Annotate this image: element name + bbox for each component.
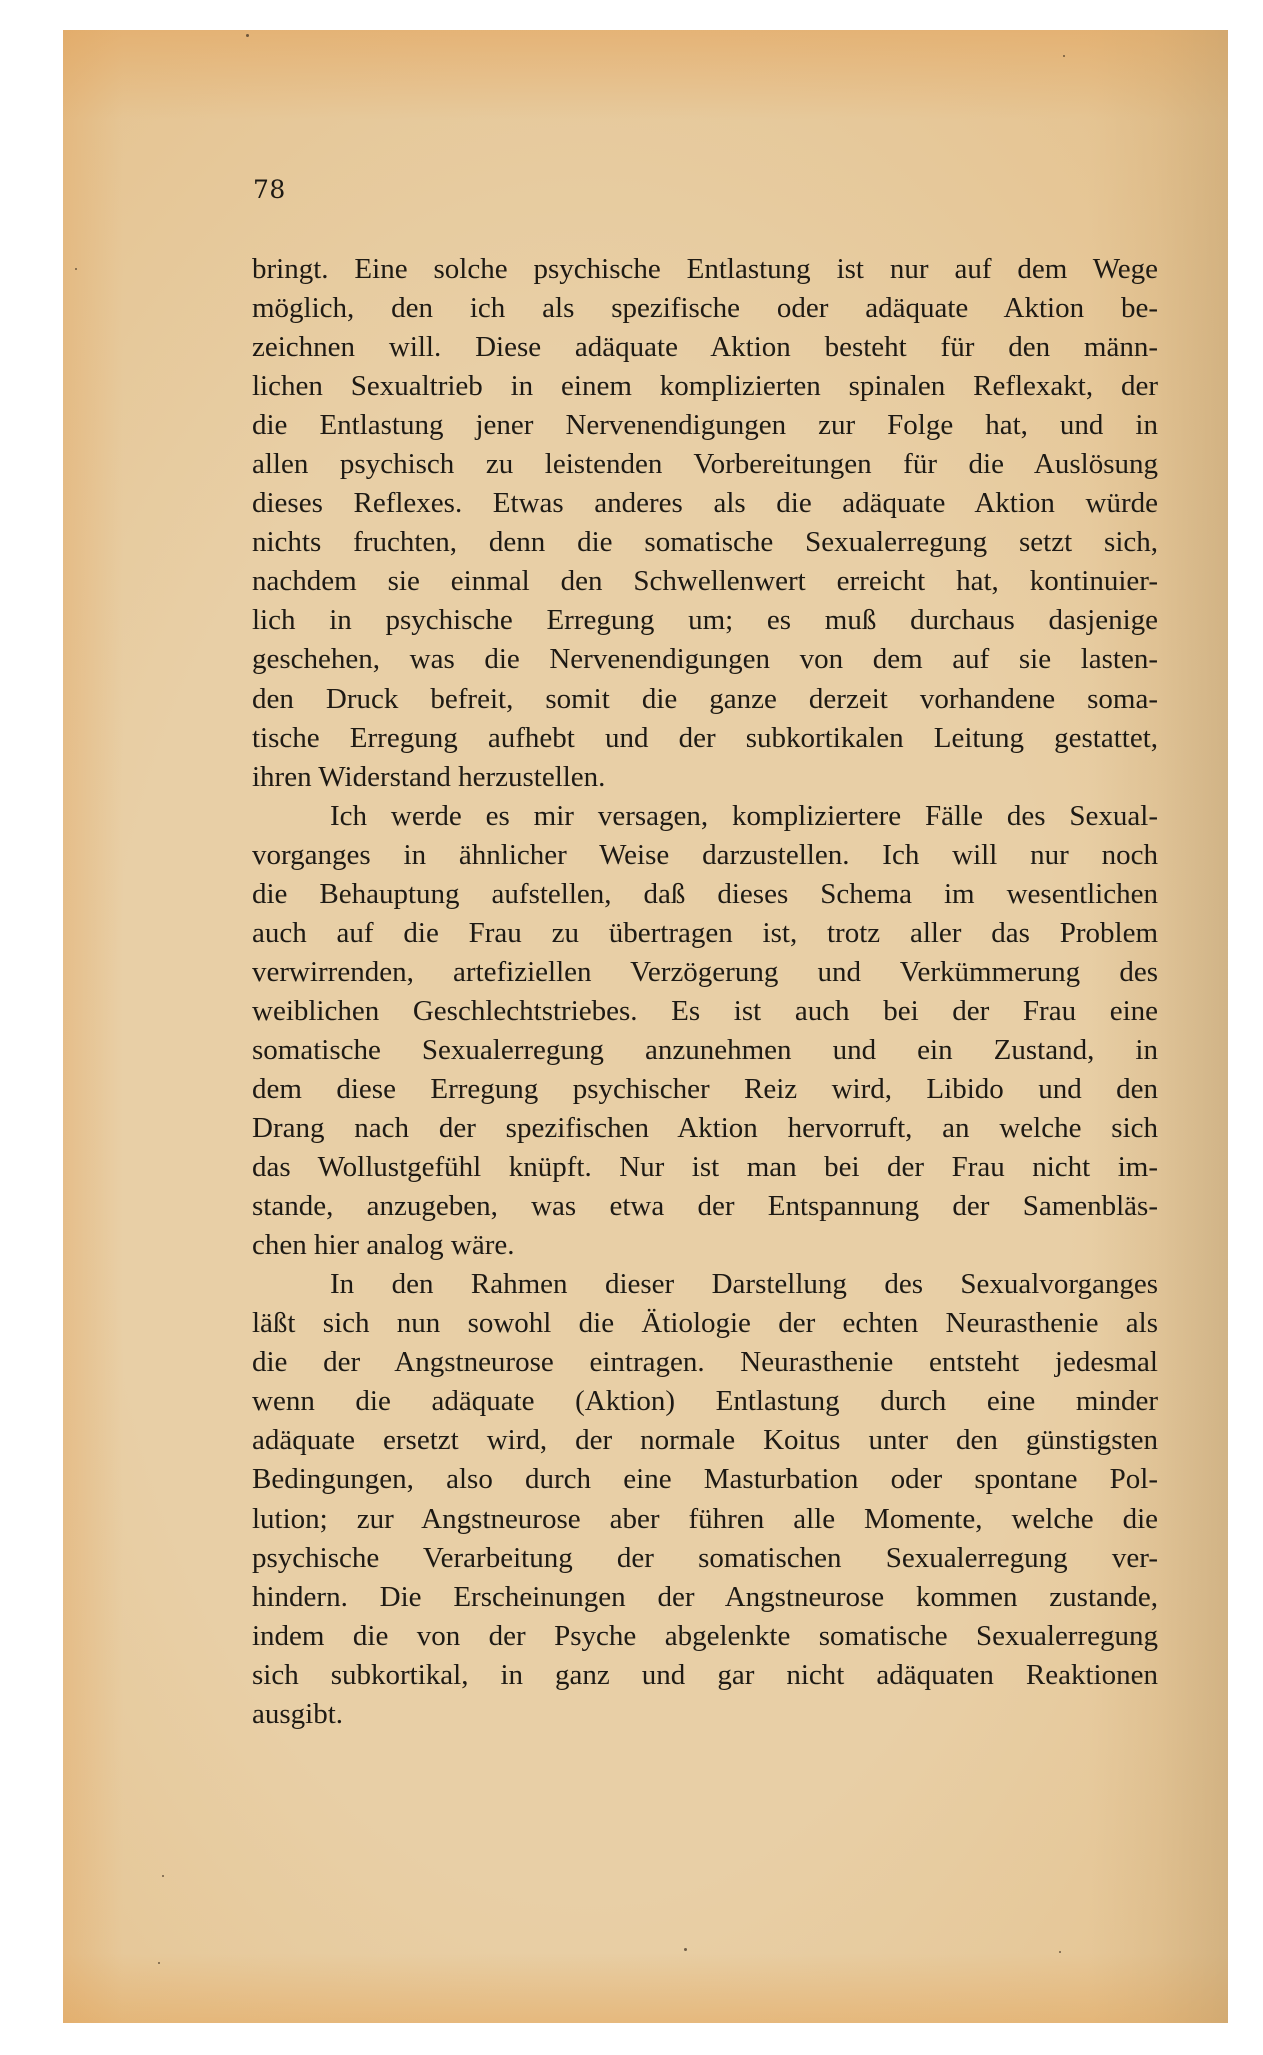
text-line: psychische Verarbeitung der somatischen Sexualerregung ver-	[252, 1541, 1158, 1574]
text-line: ausgibt.	[252, 1697, 344, 1730]
text-line: stande, anzugeben, was etwa der Entspannung der Samenbläs-	[252, 1190, 1158, 1223]
paper-speck	[162, 1875, 164, 1877]
text-line: auch auf die Frau zu übertragen ist, trotz aller das Problem	[252, 916, 1158, 949]
paragraph-1	[252, 250, 1158, 797]
text-line: wenn die adäquate (Aktion) Entlastung durch eine minder	[252, 1385, 1158, 1418]
paper-speck	[246, 34, 249, 37]
text-line: das Wollustgefühl knüpft. Nur ist man bei der Frau nicht im-	[252, 1151, 1158, 1184]
body-text	[252, 250, 1158, 1734]
text-line: lution; zur Angstneurose aber führen alle Momente, welche die	[252, 1502, 1158, 1535]
text-line: den Druck befreit, somit die ganze derzeit vorhandene soma-	[252, 682, 1158, 715]
paper-speck	[1059, 1951, 1061, 1953]
text-line: Bedingungen, also durch eine Masturbation oder spontane Pol-	[252, 1463, 1158, 1496]
text-line: nachdem sie einmal den Schwellenwert erreicht hat, kontinuier-	[252, 565, 1158, 598]
paper-speck	[1063, 55, 1065, 57]
text-line: ihren Widerstand herzustellen.	[252, 760, 606, 793]
text-line: nichts fruchten, denn die somatische Sexualerregung setzt sich,	[252, 526, 1158, 559]
text-line: die der Angstneurose eintragen. Neurasthenie entsteht jedesmal	[252, 1346, 1158, 1379]
text-line: tische Erregung aufhebt und der subkortikalen Leitung gestattet,	[252, 721, 1158, 754]
text-line: läßt sich nun sowohl die Ätiologie der echten Neurasthenie als	[252, 1307, 1158, 1340]
text-line: die Entlastung jener Nervenendigungen zur Folge hat, und in	[252, 409, 1158, 442]
text-line: vorganges in ähnlicher Weise darzustellen. Ich will nur noch	[252, 838, 1158, 871]
text-line: möglich, den ich als spezifische oder adäquate Aktion be-	[252, 292, 1158, 325]
paper-speck	[75, 268, 77, 270]
text-line: Ich werde es mir versagen, kompliziertere Fälle des Sexual-	[330, 799, 1158, 832]
text-line: geschehen, was die Nervenendigungen von dem auf sie lasten-	[252, 643, 1158, 676]
paper-speck	[158, 1962, 160, 1964]
text-line: dieses Reflexes. Etwas anderes als die adäquate Aktion würde	[252, 487, 1158, 520]
text-line: hindern. Die Erscheinungen der Angstneurose kommen zustande,	[252, 1580, 1158, 1613]
paragraph-2	[252, 797, 1158, 1266]
text-line: dem diese Erregung psychischer Reiz wird, Libido und den	[252, 1072, 1158, 1105]
text-line: verwirrenden, artefiziellen Verzögerung und Verkümmerung des	[252, 955, 1158, 988]
text-line: In den Rahmen dieser Darstellung des Sexualvorganges	[330, 1268, 1158, 1301]
text-line: lich in psychische Erregung um; es muß durchaus dasjenige	[252, 604, 1158, 637]
text-line: sich subkortikal, in ganz und gar nicht adäquaten Reaktionen	[252, 1658, 1158, 1691]
text-line: indem die von der Psyche abgelenkte somatische Sexualerregung	[252, 1619, 1158, 1652]
book-page	[63, 30, 1228, 2023]
paragraph-3	[252, 1265, 1158, 1734]
text-line: allen psychisch zu leistenden Vorbereitungen für die Auslösung	[252, 448, 1158, 481]
text-line: Drang nach der spezifischen Aktion hervorruft, an welche sich	[252, 1112, 1158, 1145]
paper-speck	[684, 1948, 687, 1951]
text-line: bringt. Eine solche psychische Entlastung ist nur auf dem Wege	[252, 253, 1158, 285]
text-line: weiblichen Geschlechtstriebes. Es ist auch bei der Frau eine	[252, 994, 1158, 1027]
text-line: adäquate ersetzt wird, der normale Koitus unter den günstigsten	[252, 1424, 1158, 1457]
text-line: somatische Sexualerregung anzunehmen und ein Zustand, in	[252, 1033, 1158, 1066]
page-number: 78	[253, 175, 286, 204]
text-line: die Behauptung aufstellen, daß dieses Schema im wesentlichen	[252, 877, 1158, 910]
text-line: chen hier analog wäre.	[252, 1229, 515, 1262]
text-line: lichen Sexualtrieb in einem komplizierten spinalen Reflexakt, der	[252, 370, 1158, 403]
text-line: zeichnen will. Diese adäquate Aktion besteht für den männ-	[252, 331, 1158, 364]
